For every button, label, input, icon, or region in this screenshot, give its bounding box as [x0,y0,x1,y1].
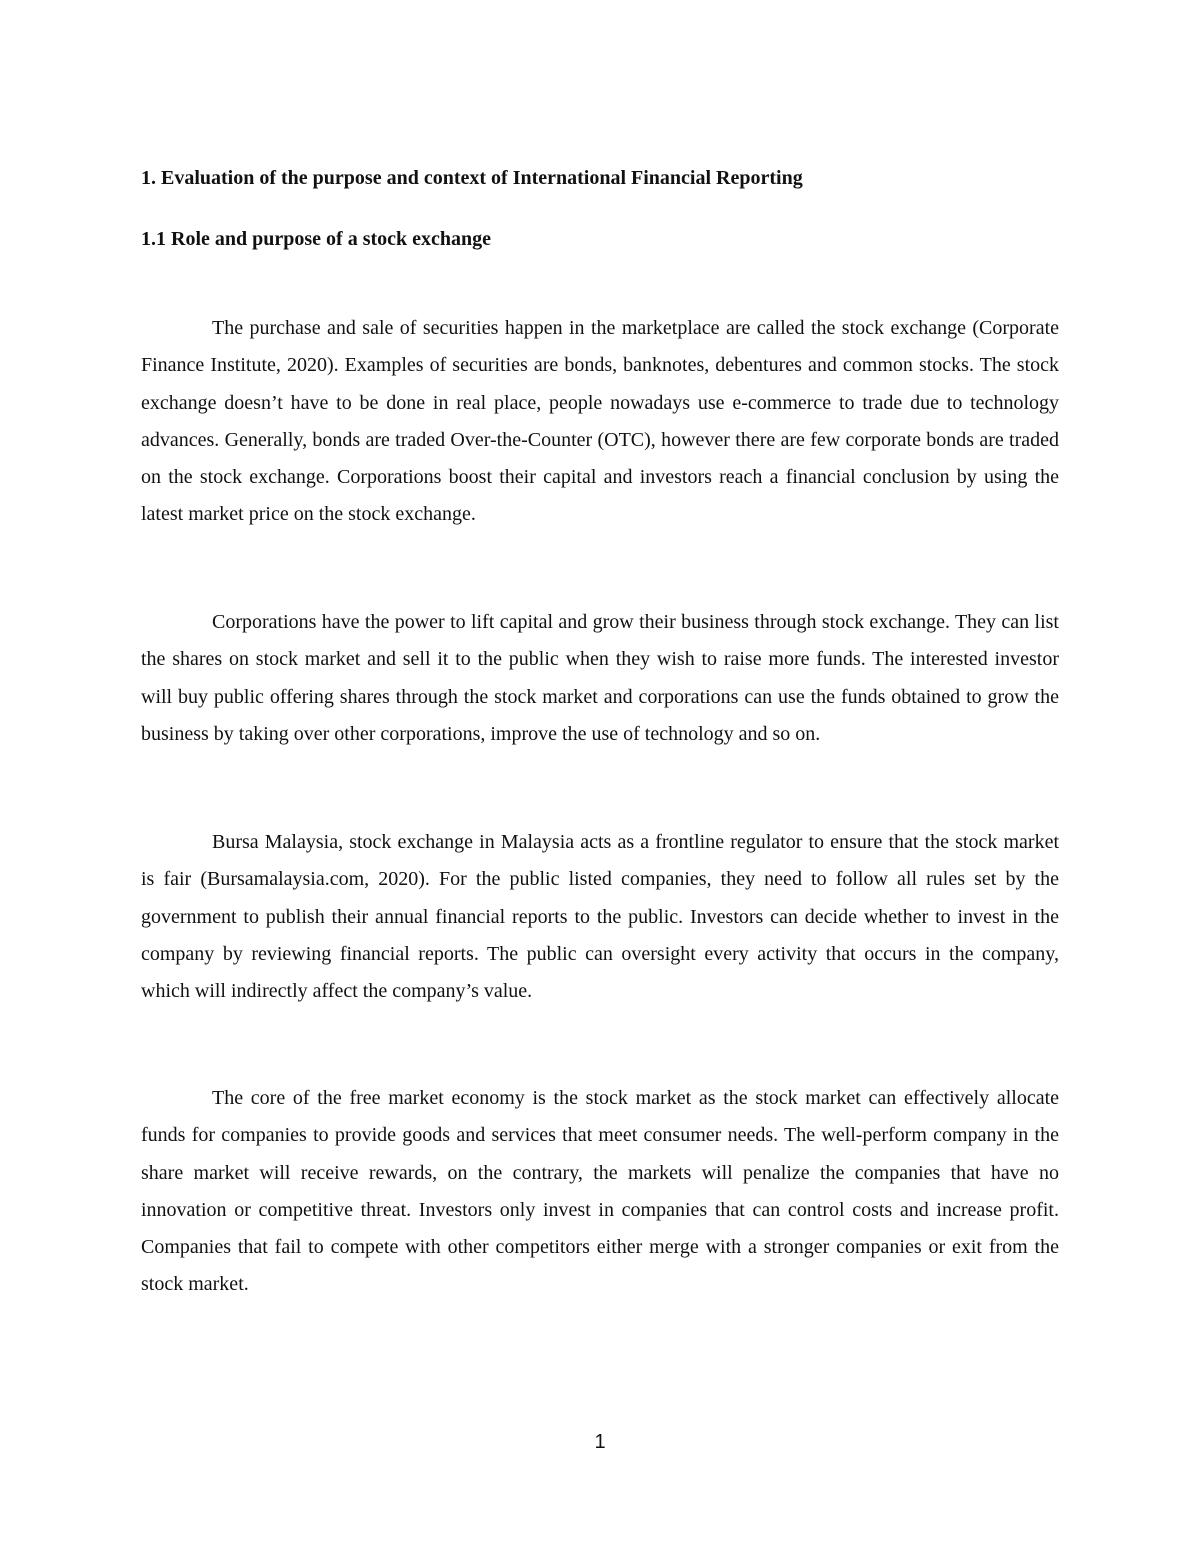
body-paragraph: Bursa Malaysia, stock exchange in Malaysia acts as a frontline regulator to ensure that the stock market is fair (Bursamalaysia.com, 2020). For the public listed companies, they need to follow all rules set by the government to publish their annual financial reports to the public. Investors can decide whether to invest in the company by reviewing financial reports. The public can oversight every activity that occurs in the company, which will indirectly affect the company’s value. [141,831,1059,1003]
body-paragraph: The core of the free market economy is the stock market as the stock market can effectively allocate funds for companies to provide goods and services that meet consumer needs. The well-perform company in the share market will receive rewards, on the contrary, the markets will penalize the companies that have no innovation or competitive threat. Investors only invest in companies that can control costs and increase profit. Companies that fail to compete with other competitors either merge with a stronger companies or exit from the stock market. [141,1087,1059,1296]
body-paragraph: Corporations have the power to lift capital and grow their business through stock exchange. They can list the shares on stock market and sell it to the public when they wish to raise more funds. The interested investor will buy public offering shares through the stock market and corporations can use the funds obtained to grow the business by taking over other corporations, improve the use of technology and so on. [141,611,1059,745]
section-heading: 1. Evaluation of the purpose and context of International Financial Reporting [141,167,803,189]
body-paragraph: The purchase and sale of securities happen in the marketplace are called the stock exchange (Corporate Finance Institute, 2020). Examples of securities are bonds, banknotes, debentures and common stocks. The stock exchange doesn’t have to be done in real place, people nowadays use e-commerce to trade due to technology advances. Generally, bonds are traded Over-the-Counter (OTC), however there are few corporate bonds are traded on the stock exchange. Corporations boost their capital and investors reach a financial conclusion by using the latest market price on the stock exchange. [141,317,1059,526]
page-number: 1 [594,1431,606,1453]
subsection-heading: 1.1 Role and purpose of a stock exchange [141,228,492,250]
